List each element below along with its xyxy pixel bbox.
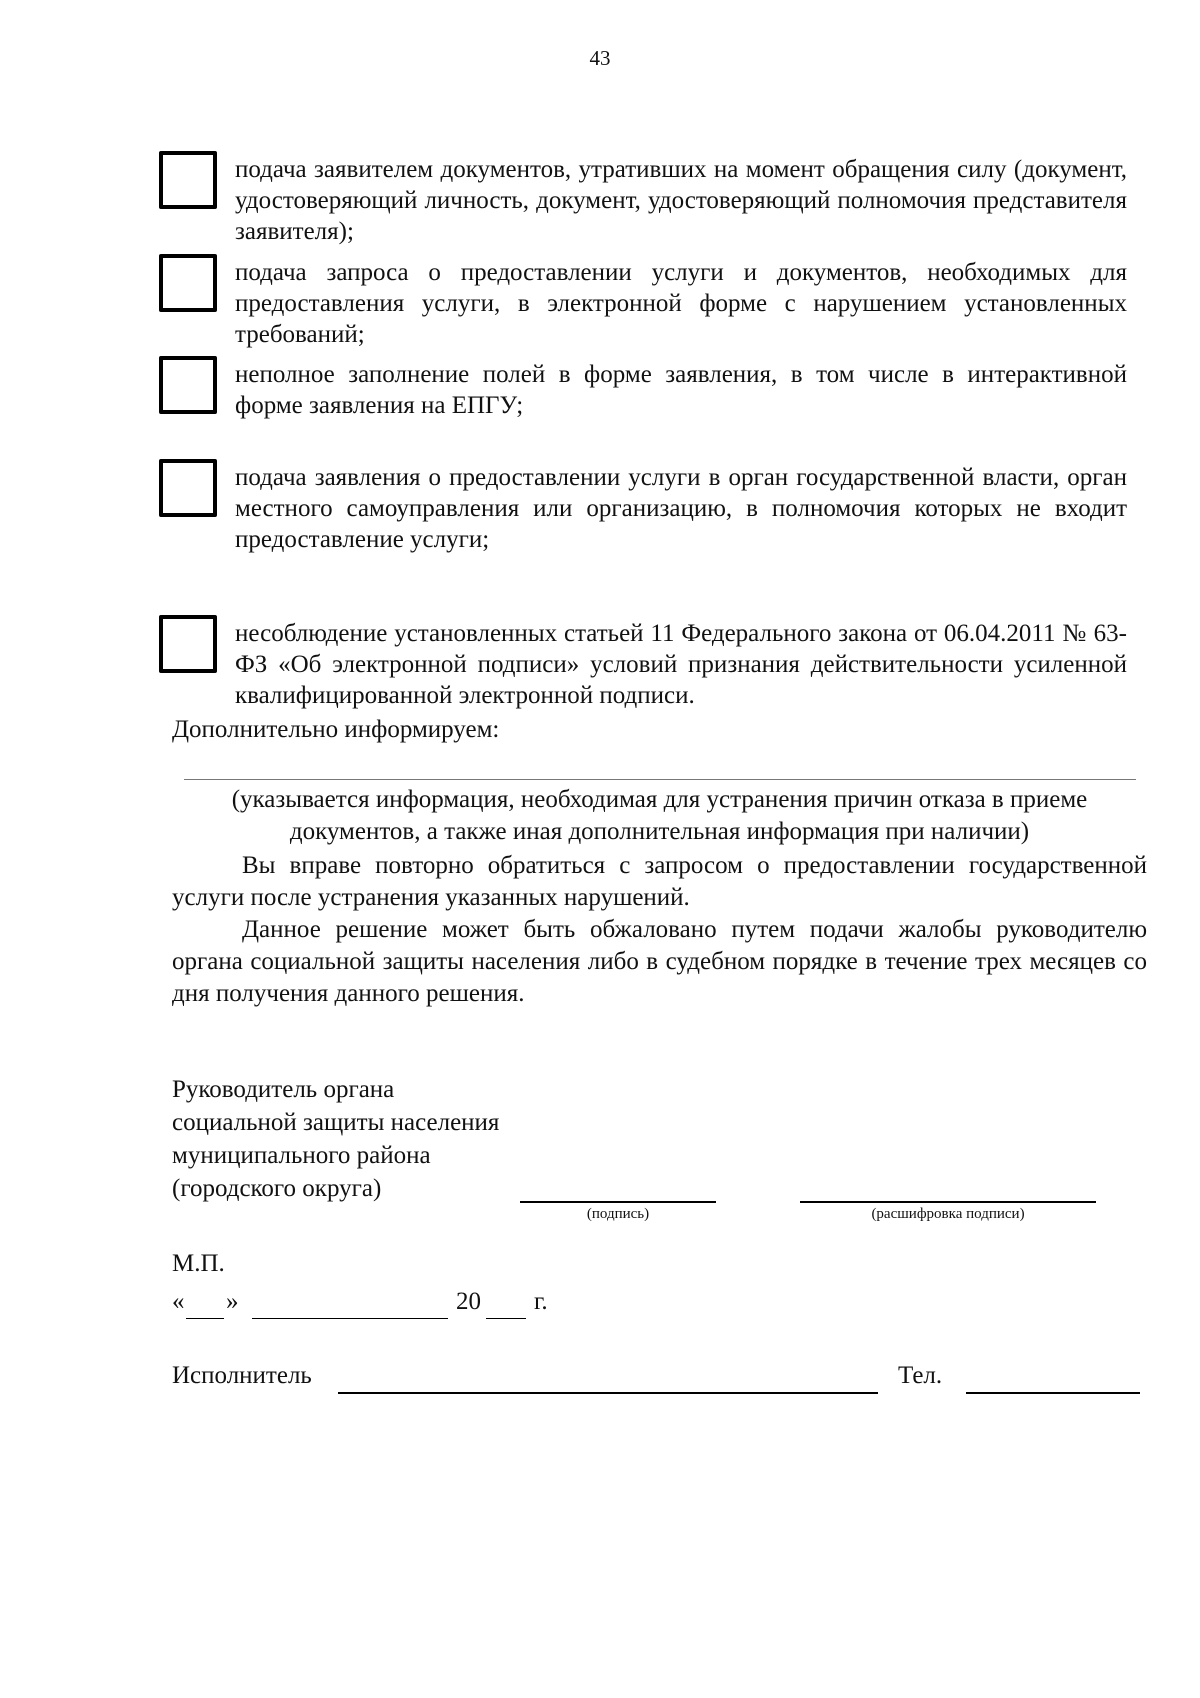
reason-text-5: несоблюдение установленных статьей 11 Федерального закона от 06.04.2011 № 63-ФЗ «Об электронной подписи» условий признания действительности усиленной квалифицированной электронной подписи.	[235, 620, 1127, 709]
date-year-prefix: 20	[456, 1288, 481, 1315]
date-month-line[interactable]	[252, 1318, 448, 1319]
reason-text-1: подача заявителем документов, утративших на момент обращения силу (документ, удостоверяющий личность, документ, удостоверяющий полномочия представителя заявителя);	[235, 156, 1127, 245]
date-year-suffix: г.	[534, 1288, 548, 1315]
checkbox-reason-2[interactable]	[159, 254, 217, 312]
signature-decoding-caption: (расшифровка подписи)	[871, 1206, 1025, 1222]
checkbox-reason-3[interactable]	[159, 356, 217, 414]
phone-label: Тел.	[898, 1362, 943, 1389]
reason-item-5	[159, 618, 1127, 711]
additional-info-line	[184, 779, 1136, 780]
signatory-line-2: социальной защиты населения	[172, 1109, 500, 1136]
date-open-quote: «	[172, 1288, 185, 1315]
signature-caption: (подпись)	[586, 1206, 650, 1222]
reason-text-4: подача заявления о предоставлении услуги в орган государственной власти, орган местного самоуправления или организацию, в полномочия которых не входит предоставление услуги;	[235, 464, 1127, 553]
signature-decoding-line[interactable]	[800, 1201, 1096, 1203]
signatory-line-3: муниципального района	[172, 1142, 431, 1169]
page-number: 43	[589, 46, 611, 70]
date-year-line[interactable]	[486, 1318, 526, 1319]
reason-item-4	[159, 462, 1127, 555]
signatory-line-1: Руководитель органа	[172, 1076, 395, 1103]
signatory-block	[172, 1073, 499, 1205]
phone-line[interactable]	[966, 1392, 1140, 1394]
reason-item-3	[159, 359, 1127, 421]
paragraph-appeal: Данное решение может быть обжаловано путем подачи жалобы руководителю органа социальной защиты населения либо в судебном порядке в течение трех месяцев со дня получения данного решения.	[172, 916, 1147, 1007]
checkbox-reason-5[interactable]	[159, 615, 217, 673]
reason-text-2: подача запроса о предоставлении услуги и документов, необходимых для предоставления услуги, в электронной форме с нарушением установленных требований;	[235, 259, 1127, 348]
reason-text-3: неполное заполнение полей в форме заявления, в том числе в интерактивной форме заявления на ЕПГУ;	[235, 361, 1127, 419]
signatory-line-4: (городского округа)	[172, 1175, 382, 1202]
reason-item-1	[159, 154, 1127, 247]
executor-label: Исполнитель	[172, 1362, 312, 1389]
checkbox-reason-4[interactable]	[159, 459, 217, 517]
paragraph-repeat-request: Вы вправе повторно обратиться с запросом о предоставлении государственной услуги после устранения указанных нарушений.	[172, 852, 1147, 911]
additional-info-hint: (указывается информация, необходимая для устранения причин отказа в приеме документов, а также иная дополнительная информация при наличии)	[231, 786, 1088, 845]
signature-line[interactable]	[520, 1201, 716, 1203]
reason-item-2	[159, 257, 1127, 350]
date-day-line[interactable]	[186, 1318, 224, 1319]
stamp-label: М.П.	[172, 1250, 225, 1277]
date-close-quote: »	[226, 1288, 239, 1315]
additional-info-label: Дополнительно информируем:	[172, 716, 500, 743]
checkbox-reason-1[interactable]	[159, 151, 217, 209]
executor-line[interactable]	[338, 1392, 878, 1394]
